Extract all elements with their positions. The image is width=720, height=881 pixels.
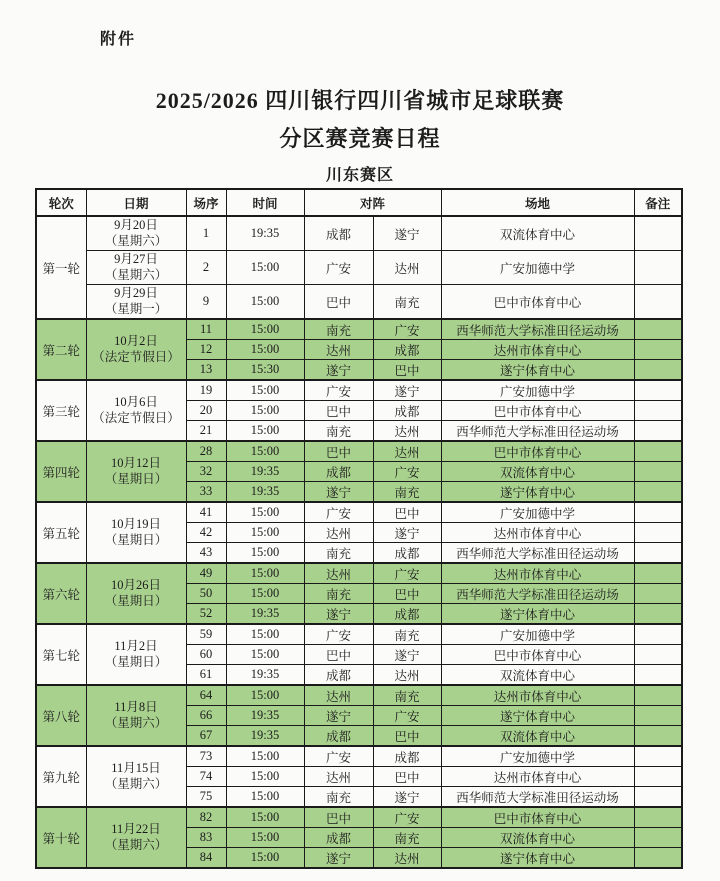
match-row [36,285,682,320]
remark-cell [634,380,682,401]
schedule-table [35,188,683,869]
match-no-cell: 42 [186,523,226,543]
match-no-cell: 83 [186,828,226,848]
match-no-cell: 33 [186,482,226,503]
document-title-line1: 2025/2026 四川银行四川省城市足球联赛 [155,88,565,113]
home-team-cell: 达州 [304,685,373,706]
venue-cell: 遂宁体育中心 [441,848,634,869]
remark-cell [634,584,682,604]
away-team-cell: 达州 [373,441,441,462]
time-cell: 19:35 [226,482,304,503]
home-team-cell: 广安 [304,251,373,285]
venue-cell: 达州市体育中心 [441,523,634,543]
venue-cell: 广安加德中学 [441,502,634,523]
venue-cell: 遂宁体育中心 [441,706,634,726]
venue-cell: 广安加德中学 [441,624,634,645]
home-team-cell: 成都 [304,462,373,482]
venue-cell: 西华师范大学标准田径运动场 [441,787,634,808]
away-team-cell: 遂宁 [373,645,441,665]
date-line2: （星期六） [104,267,168,282]
date-line1: 10月19日 [110,516,161,531]
home-team-cell: 达州 [304,523,373,543]
away-team-cell: 南充 [373,482,441,503]
date-line1: 10月2日 [114,333,158,348]
home-team-cell: 巴中 [304,401,373,421]
date-line1: 10月12日 [110,455,161,470]
match-no-cell: 67 [186,726,226,747]
time-cell: 15:00 [226,848,304,869]
away-team-cell: 巴中 [373,584,441,604]
remark-cell [634,726,682,747]
away-team-cell: 成都 [373,746,441,767]
time-cell: 15:00 [226,624,304,645]
home-team-cell: 巴中 [304,807,373,828]
round-name-cell: 第九轮 [36,746,86,807]
venue-cell: 双流体育中心 [441,828,634,848]
away-team-cell: 遂宁 [373,216,441,251]
remark-cell [634,604,682,625]
date-line2: （星期一） [104,301,168,316]
attachment-label: 附件 [100,31,137,48]
venue-cell: 达州市体育中心 [441,340,634,360]
match-no-cell: 2 [186,251,226,285]
match-no-cell: 60 [186,645,226,665]
table-header-row [36,189,682,216]
match-row [36,502,682,523]
home-team-cell: 遂宁 [304,848,373,869]
remark-cell [634,848,682,869]
date-line2: （法定节假日） [92,349,180,364]
time-cell: 15:00 [226,421,304,442]
remark-cell [634,482,682,503]
round-name-cell: 第五轮 [36,502,86,563]
home-team-cell: 遂宁 [304,360,373,381]
time-cell: 15:00 [226,543,304,564]
away-team-cell: 达州 [373,848,441,869]
date-line1: 9月20日 [114,217,158,232]
remark-cell [634,216,682,251]
time-cell: 19:35 [226,462,304,482]
date-cell [86,807,186,868]
venue-cell: 西华师范大学标准田径运动场 [441,421,634,442]
time-cell: 19:35 [226,665,304,686]
time-cell: 19:35 [226,216,304,251]
time-cell: 15:00 [226,502,304,523]
home-team-cell: 南充 [304,421,373,442]
time-cell: 15:00 [226,746,304,767]
match-no-cell: 21 [186,421,226,442]
date-line1: 11月8日 [114,699,158,714]
header-match-no: 场序 [186,189,226,216]
time-cell: 15:00 [226,645,304,665]
venue-cell: 达州市体育中心 [441,767,634,787]
remark-cell [634,746,682,767]
remark-cell [634,523,682,543]
venue-cell: 广安加德中学 [441,380,634,401]
home-team-cell: 南充 [304,319,373,340]
venue-cell: 巴中市体育中心 [441,807,634,828]
date-cell [86,746,186,807]
date-line2: （星期日） [104,532,168,547]
date-cell [86,685,186,746]
match-row [36,380,682,401]
time-cell: 15:00 [226,787,304,808]
home-team-cell: 广安 [304,502,373,523]
match-no-cell: 59 [186,624,226,645]
match-row [36,251,682,285]
away-team-cell: 巴中 [373,726,441,747]
round-name-cell: 第六轮 [36,563,86,624]
header-round: 轮次 [36,189,86,216]
date-line1: 11月22日 [111,821,161,836]
date-cell [86,285,186,320]
date-line1: 11月15日 [111,760,161,775]
away-team-cell: 巴中 [373,360,441,381]
match-row [36,807,682,828]
home-team-cell: 成都 [304,828,373,848]
match-no-cell: 1 [186,216,226,251]
venue-cell: 达州市体育中心 [441,685,634,706]
match-no-cell: 11 [186,319,226,340]
remark-cell [634,543,682,564]
away-team-cell: 遂宁 [373,380,441,401]
date-cell [86,563,186,624]
round-name-cell: 第一轮 [36,216,86,319]
date-cell [86,216,186,251]
home-team-cell: 达州 [304,767,373,787]
home-team-cell: 遂宁 [304,604,373,625]
section-title: 川东赛区 [325,167,394,184]
home-team-cell: 广安 [304,624,373,645]
round-name-cell: 第八轮 [36,685,86,746]
date-line2: （星期日） [104,593,168,608]
date-cell [86,251,186,285]
away-team-cell: 广安 [373,563,441,584]
venue-cell: 巴中市体育中心 [441,441,634,462]
round-name-cell: 第二轮 [36,319,86,380]
away-team-cell: 遂宁 [373,787,441,808]
home-team-cell: 广安 [304,746,373,767]
venue-cell: 西华师范大学标准田径运动场 [441,319,634,340]
time-cell: 15:00 [226,380,304,401]
venue-cell: 达州市体育中心 [441,563,634,584]
header-date: 日期 [86,189,186,216]
away-team-cell: 广安 [373,807,441,828]
venue-cell: 西华师范大学标准田径运动场 [441,584,634,604]
remark-cell [634,285,682,320]
date-line2: （星期日） [104,654,168,669]
match-no-cell: 84 [186,848,226,869]
remark-cell [634,251,682,285]
home-team-cell: 南充 [304,584,373,604]
time-cell: 15:30 [226,360,304,381]
match-no-cell: 49 [186,563,226,584]
home-team-cell: 成都 [304,216,373,251]
round-name-cell: 第四轮 [36,441,86,502]
match-no-cell: 41 [186,502,226,523]
home-team-cell: 遂宁 [304,706,373,726]
header-venue: 场地 [441,189,634,216]
away-team-cell: 南充 [373,285,441,320]
home-team-cell: 广安 [304,380,373,401]
match-row [36,746,682,767]
match-no-cell: 32 [186,462,226,482]
away-team-cell: 巴中 [373,502,441,523]
venue-cell: 遂宁体育中心 [441,604,634,625]
away-team-cell: 达州 [373,665,441,686]
time-cell: 15:00 [226,401,304,421]
header-time: 时间 [226,189,304,216]
remark-cell [634,563,682,584]
home-team-cell: 达州 [304,563,373,584]
home-team-cell: 南充 [304,787,373,808]
remark-cell [634,462,682,482]
date-line1: 10月26日 [110,577,161,592]
header-matchup: 对阵 [304,189,441,216]
away-team-cell: 广安 [373,706,441,726]
match-row [36,624,682,645]
time-cell: 15:00 [226,767,304,787]
date-line1: 9月27日 [114,251,158,266]
home-team-cell: 南充 [304,543,373,564]
remark-cell [634,706,682,726]
away-team-cell: 南充 [373,828,441,848]
match-no-cell: 74 [186,767,226,787]
match-no-cell: 9 [186,285,226,320]
away-team-cell: 南充 [373,685,441,706]
away-team-cell: 达州 [373,421,441,442]
remark-cell [634,624,682,645]
time-cell: 19:35 [226,726,304,747]
away-team-cell: 成都 [373,604,441,625]
time-cell: 15:00 [226,584,304,604]
time-cell: 15:00 [226,523,304,543]
schedule-table-body [36,216,682,868]
venue-cell: 广安加德中学 [441,251,634,285]
venue-cell: 双流体育中心 [441,665,634,686]
home-team-cell: 达州 [304,340,373,360]
away-team-cell: 巴中 [373,767,441,787]
time-cell: 15:00 [226,340,304,360]
match-row [36,685,682,706]
date-cell [86,624,186,685]
match-no-cell: 19 [186,380,226,401]
document-title-line2: 分区赛竞赛日程 [279,126,441,151]
remark-cell [634,360,682,381]
match-no-cell: 28 [186,441,226,462]
away-team-cell: 遂宁 [373,523,441,543]
away-team-cell: 南充 [373,624,441,645]
away-team-cell: 广安 [373,462,441,482]
home-team-cell: 成都 [304,726,373,747]
date-cell [86,502,186,563]
date-line1: 11月2日 [114,638,158,653]
match-no-cell: 61 [186,665,226,686]
date-line2: （星期六） [104,776,168,791]
home-team-cell: 遂宁 [304,482,373,503]
venue-cell: 双流体育中心 [441,216,634,251]
remark-cell [634,421,682,442]
match-no-cell: 12 [186,340,226,360]
time-cell: 15:00 [226,441,304,462]
match-row [36,216,682,251]
venue-cell: 巴中市体育中心 [441,401,634,421]
remark-cell [634,685,682,706]
time-cell: 15:00 [226,285,304,320]
round-name-cell: 第十轮 [36,807,86,868]
home-team-cell: 巴中 [304,645,373,665]
date-line2: （星期六） [104,715,168,730]
remark-cell [634,340,682,360]
date-line1: 9月29日 [114,285,158,300]
match-no-cell: 20 [186,401,226,421]
venue-cell: 广安加德中学 [441,746,634,767]
match-no-cell: 75 [186,787,226,808]
date-cell [86,380,186,441]
remark-cell [634,645,682,665]
time-cell: 15:00 [226,685,304,706]
round-name-cell: 第三轮 [36,380,86,441]
time-cell: 15:00 [226,563,304,584]
time-cell: 19:35 [226,604,304,625]
venue-cell: 遂宁体育中心 [441,482,634,503]
match-no-cell: 73 [186,746,226,767]
match-no-cell: 52 [186,604,226,625]
time-cell: 15:00 [226,807,304,828]
home-team-cell: 巴中 [304,441,373,462]
home-team-cell: 巴中 [304,285,373,320]
time-cell: 15:00 [226,251,304,285]
remark-cell [634,319,682,340]
date-line2: （星期日） [104,471,168,486]
venue-cell: 双流体育中心 [441,726,634,747]
remark-cell [634,441,682,462]
away-team-cell: 成都 [373,340,441,360]
match-no-cell: 82 [186,807,226,828]
match-no-cell: 43 [186,543,226,564]
time-cell: 15:00 [226,828,304,848]
venue-cell: 双流体育中心 [441,462,634,482]
date-cell [86,441,186,502]
home-team-cell: 成都 [304,665,373,686]
round-name-cell: 第七轮 [36,624,86,685]
away-team-cell: 达州 [373,251,441,285]
venue-cell: 巴中市体育中心 [441,645,634,665]
remark-cell [634,807,682,828]
match-row [36,319,682,340]
match-no-cell: 50 [186,584,226,604]
date-line2: （星期六） [104,837,168,852]
match-row [36,563,682,584]
date-line1: 10月6日 [114,394,158,409]
away-team-cell: 成都 [373,543,441,564]
match-no-cell: 13 [186,360,226,381]
date-line2: （法定节假日） [92,410,180,425]
match-no-cell: 66 [186,706,226,726]
venue-cell: 西华师范大学标准田径运动场 [441,543,634,564]
away-team-cell: 成都 [373,401,441,421]
document-title [0,82,720,158]
remark-cell [634,767,682,787]
date-line2: （星期六） [104,233,168,248]
time-cell: 15:00 [226,319,304,340]
header-remarks: 备注 [634,189,682,216]
remark-cell [634,401,682,421]
date-cell [86,319,186,380]
venue-cell: 巴中市体育中心 [441,285,634,320]
remark-cell [634,787,682,808]
remark-cell [634,828,682,848]
away-team-cell: 广安 [373,319,441,340]
match-row [36,441,682,462]
match-no-cell: 64 [186,685,226,706]
venue-cell: 遂宁体育中心 [441,360,634,381]
remark-cell [634,665,682,686]
time-cell: 19:35 [226,706,304,726]
remark-cell [634,502,682,523]
